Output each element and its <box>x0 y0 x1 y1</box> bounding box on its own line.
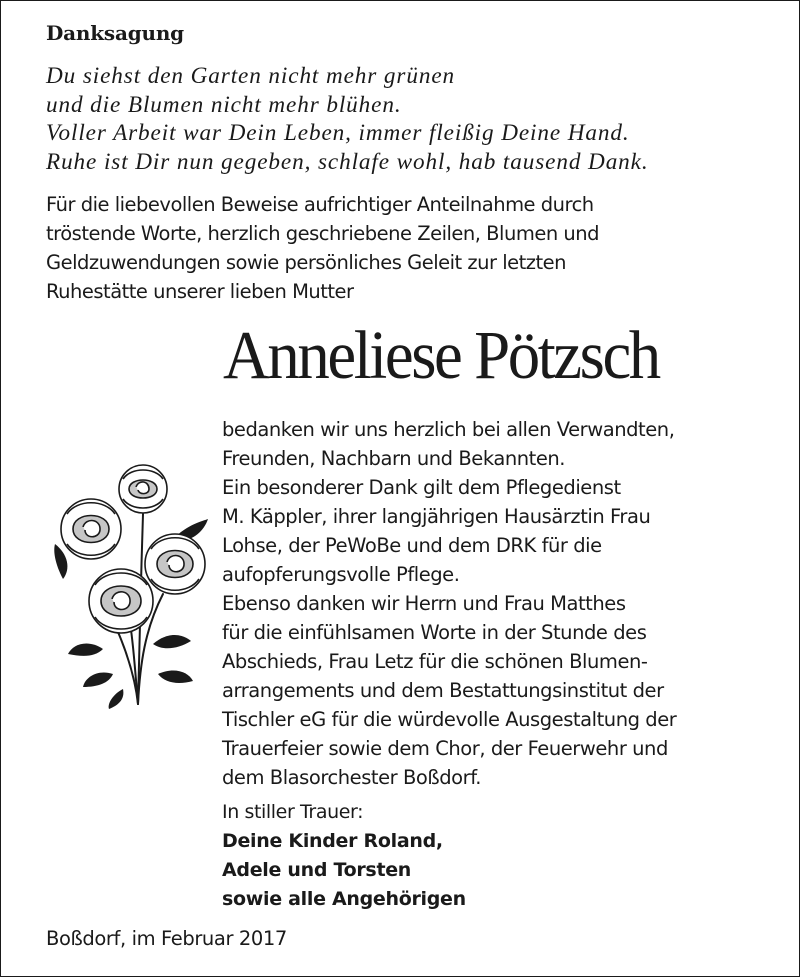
thanks-line: Ein besonderer Dank gilt dem Pflegedienst <box>222 476 621 499</box>
signature-line: sowie alle Angehörigen <box>222 888 466 910</box>
poem-line: und die Blumen nicht mehr blühen. <box>46 91 402 118</box>
poem <box>46 62 649 176</box>
roses-illustration-icon <box>43 459 218 709</box>
intro-line: Für die liebevollen Beweise aufrichtiger Anteilnahme durch <box>46 193 594 216</box>
thanks-line: Trauerfeier sowie dem Chor, der Feuerwehr und <box>222 737 668 760</box>
thanks-paragraph <box>222 415 676 792</box>
thanks-line: M. Käppler, ihrer langjährigen Hausärztin Frau <box>222 505 651 528</box>
notice-heading: Danksagung <box>46 21 184 45</box>
thanks-line: Freunden, Nachbarn und Bekannten. <box>222 447 566 470</box>
thanks-line: für die einfühlsamen Worte in der Stunde des <box>222 621 647 644</box>
signature-line: Deine Kinder Roland, <box>222 830 443 852</box>
mourning-intro: In stiller Trauer: <box>222 801 364 823</box>
thanks-line: Tischler eG für die würdevolle Ausgestaltung der <box>222 708 677 731</box>
intro-line: Ruhestätte unserer lieben Mutter <box>46 280 354 303</box>
thanks-line: Ebenso danken wir Herrn und Frau Matthes <box>222 592 626 615</box>
thanks-line: arrangements und dem Bestattungsinstitut der <box>222 679 664 702</box>
thanks-line: bedanken wir uns herzlich bei allen Verwandten, <box>222 418 675 441</box>
deceased-name: Anneliese Pötzsch <box>223 317 659 393</box>
intro-paragraph <box>46 190 599 306</box>
poem-line: Voller Arbeit war Dein Leben, immer fleißig Deine Hand. <box>46 120 630 146</box>
thanks-line: Abschieds, Frau Letz für die schönen Blumen- <box>222 650 648 673</box>
thanks-line: aufopferungsvolle Pflege. <box>222 563 460 586</box>
intro-line: Geldzuwendungen sowie persönliches Geleit zur letzten <box>46 251 566 274</box>
thanks-line: Lohse, der PeWoBe und dem DRK für die <box>222 534 602 557</box>
thanks-line: dem Blasorchester Boßdorf. <box>222 766 481 789</box>
poem-line: Du siehst den Garten nicht mehr grünen <box>46 63 456 89</box>
mourning-block <box>222 798 466 914</box>
signature-line: Adele und Torsten <box>222 859 412 881</box>
place-date: Boßdorf, im Februar 2017 <box>46 927 287 950</box>
intro-line: tröstende Worte, herzlich geschriebene Zeilen, Blumen und <box>46 222 599 245</box>
poem-line: Ruhe ist Dir nun gegeben, schlafe wohl, hab tausend Dank. <box>46 148 649 175</box>
